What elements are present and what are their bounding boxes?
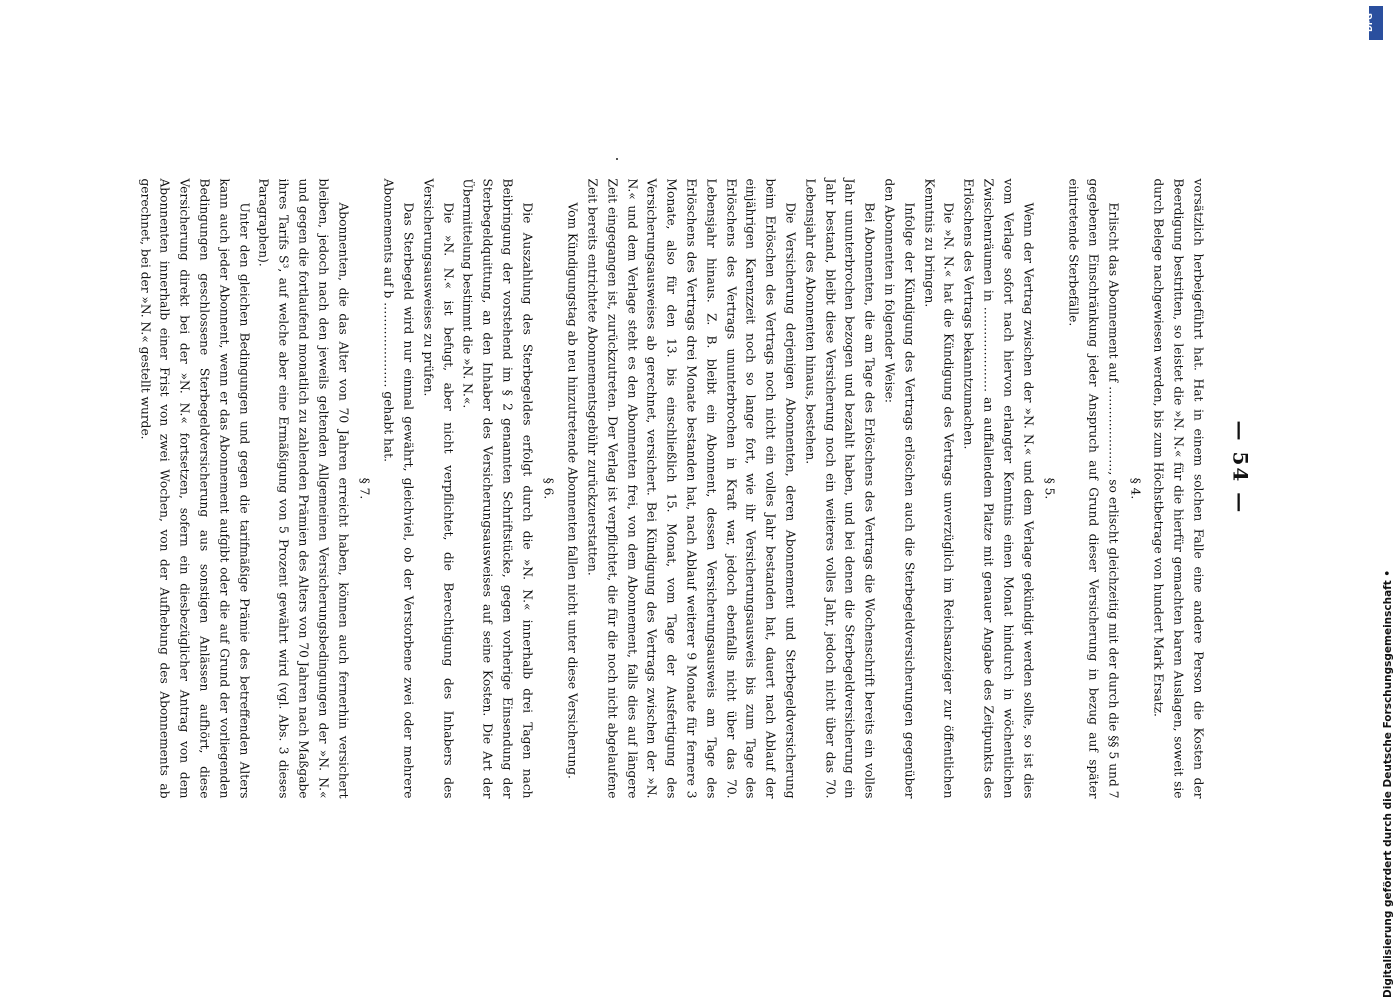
section-heading: § 6.: [542, 477, 556, 500]
paragraph: Die »N. N.« hat die Kündigung des Vertrags unverzüglich im Reichsanzeiger zur öffentlichen Kenntnis zu bringen.: [922, 178, 956, 799]
paragraph: Erlischt das Abonnement auf …………………, so erlischt gleichzeitig mit der durch die §§ 5 und 7 gegebenen Einschränkung jeder Anspruch auf Grund dieser Versicherung in bezug auf später eintretende Sterbefälle.: [1066, 178, 1121, 799]
funding-credit: [1368, 8, 1394, 998]
section-heading: § 4.: [1128, 477, 1143, 500]
paragraph: Die »N. N.« ist befugt, aber nicht verpflichtet, die Berechtigung des Inhabers des Versicherungsausweises zu prüfen.: [421, 178, 456, 799]
paragraph: Die Versicherung derjenigen Abonnenten, deren Abonnement und Sterbegeldversicherung beim Erlöschen des Vertrags noch nicht ein volles Jahr bestanden hat, dauert nach Ablauf der einjährigen Karenzzeit noch so lange fort, wie ihr Versicherungsausweis bis zum Tage des Erlöschens des Vertrags ununterbrochen in Kraft war, jedoch ebenfalls nicht über das 70. Lebensjahr hinaus. Z. B. bleibt ein Abonnent, dessen Versicherungsausweis am Tage des Erlöschens des Vertrags drei Monate bestanden hat, nach Ablauf weiterer 9 Monate für fernere 3 Monate, also für den 13. bis einschließlich 15. Monat, vom Tage der Ausfertigung des Versicherungsausweises ab gerechnet, versichert. Bei Kündigung des Vertrags zwischen der »N. N.« und dem Verlage steht es den Abonnenten frei, von dem Abonnement, falls dies auf längere Zeit eingegangen ist, zurückzutreten. Der Verlag ist verpflichtet, die für die noch nicht abgelaufene Zeit bereits entrichtete Abonnementsgebühr zurückzuerstatten.: [585, 178, 798, 799]
paragraph: vorsätzlich herbeigeführt hat. Hat in einem solchen Falle eine andere Person die Kosten der Beerdigung bestritten, so leistet die »N. N.« für die hierfür gemachten baren Auslagen, soweit sie durch Belege nachgewiesen werden, bis zum Höchstbetrage von hundert Mark Ersatz.: [1151, 178, 1206, 799]
paragraph: Unter den gleichen Bedingungen und gegen die tarifmäßige Prämie des betreffenden Alters kann auch jeder Abonnent, wenn er das Abonnement aufgibt oder die auf Grund der vorliegenden Bedingungen geschlossene Sterbegeldversicherung aus sonstigen Anlässen aufhört, diese Versicherung direkt bei der »N. N.« fortsetzen, sofern ein diesbezüglicher Antrag von dem Abonnenten innerhalb einer Frist von zwei Wochen, von der Aufhebung des Abonnements ab gerechnet, bei der »N. N.« gestellt wurde.: [138, 178, 252, 799]
dfg-logo: DFG: [1369, 6, 1383, 40]
paragraph: Wenn der Vertrag zwischen der »N. N.« und dem Verlage gekündigt werden sollte, so ist dies vom Verlage sofort nach hiervon erlangter Kenntnis einen Monat hindurch in wöchentlichen Zwischenräumen in ………………… an auffallendem Platze mit genauer Angabe des Zeitpunkts des Erlöschens des Vertrags bekanntzumachen.: [961, 178, 1036, 799]
scan-speck: [616, 158, 618, 160]
paragraph: Infolge der Kündigung des Vertrags erlöschen auch die Sterbegeldversicherungen gegenüber den Abonnenten in folgender Weise:: [882, 178, 917, 799]
paragraph: Die Auszahlung des Sterbegeldes erfolgt durch die »N. N.« innerhalb drei Tagen nach Beibringung der vorstehend im § 2 genannten Schriftstücke, gegen vorherige Einsendung der Sterbegeldquittung, an den Inhaber des Versicherungsausweises auf seine Kosten. Die Art der Übermittelung bestimmt die »N. N.«.: [460, 178, 535, 799]
document-body: [134, 179, 1207, 799]
paragraph: Das Sterbegeld wird nur einmal gewährt, gleichviel, ob der Verstorbene zwei oder mehrere Abonnements auf b ………………… gehabt hat.: [381, 178, 416, 799]
section-heading: § 7.: [357, 477, 372, 500]
section-heading: § 5.: [1042, 477, 1057, 500]
paragraph: Vom Kündigungstag ab neu hinzutretende Abonnenten fallen nicht unter diese Versicherung.: [565, 202, 580, 779]
page-number: — 54 —: [1228, 420, 1253, 515]
paragraph: Abonnenten, die das Alter von 70 Jahren erreicht haben, können auch fernerhin versichert bleiben, jedoch nach den jeweils geltenden Allgemeinen Versicherungsbedingungen der »N. N.« und gegen die fortlaufend monatlich zu zahlenden Prämien des Alters von 70 Jahren nach Maßgabe ihres Tarifs S³, auf welche aber eine Ermäßigung von 5 Prozent gewährt wird (vgl. Abs. 3 dieses Paragraphen).: [256, 178, 351, 799]
funding-credit-text: Digitalisierung gefördert durch die Deutsche Forschungsgemeinschaft •: [1382, 569, 1394, 998]
paragraph: Bei Abonnenten, die am Tage des Erlöschens des Vertrags die Wochenschrift bereits ein volles Jahr ununterbrochen bezogen und bezahlt haben, und bei denen die Sterbegeldversicherung ein Jahr bestand, bleibt diese Versicherung noch ein weiteres volles Jahr, jedoch nicht über das 70. Lebensjahr des Abonnenten hinaus, bestehen.: [803, 178, 877, 799]
rotated-document-page: [0, 1, 1383, 1001]
